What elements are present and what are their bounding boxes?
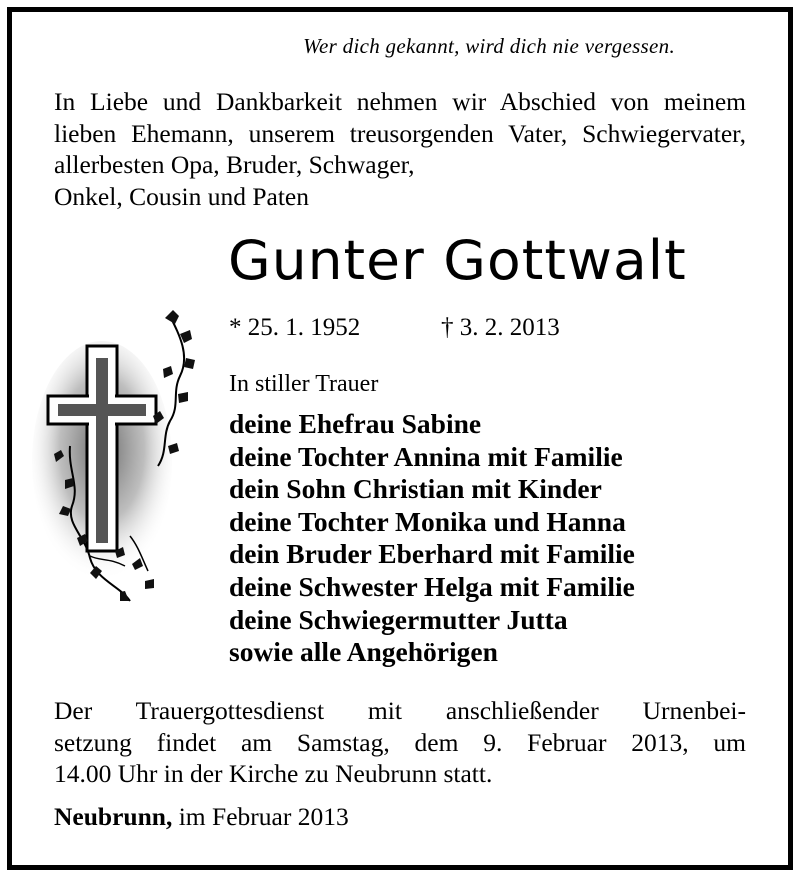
mourning-heading: In stiller Trauer <box>229 371 379 397</box>
service-line-1: Der Trauergottesdienst mit anschließender Urnenbei- <box>54 696 746 725</box>
mourner-item: sowie alle Angehörigen <box>229 636 498 668</box>
mourner-item: deine Ehefrau Sabine <box>229 408 482 439</box>
place-name: Neubrunn, <box>54 802 173 831</box>
mourner-item: deine Tochter Monika und Hanna <box>229 505 626 537</box>
mourner-item: deine Schwester Helga mit Familie <box>229 570 635 602</box>
service-line-3: 14.00 Uhr in der Kirche zu Neubrunn statt. <box>54 759 493 788</box>
service-line-2: setzung findet am Samstag, dem 9. Februar 2013, um <box>54 727 746 757</box>
mourners-list <box>229 408 635 669</box>
mourner-item: deine Schwiegermutter Jutta <box>229 603 568 635</box>
cross-with-ivy-icon <box>30 296 205 611</box>
intro-line-4: Onkel, Cousin und Paten <box>54 181 309 211</box>
mourner-item: dein Bruder Eberhard mit Familie <box>229 538 635 570</box>
service-info <box>54 695 746 790</box>
intro-line-2: meinem lieben Ehemann, unserem treusorgenden Vater, <box>54 87 747 148</box>
life-dates <box>229 313 560 343</box>
place-date: im Februar 2013 <box>172 802 349 831</box>
deceased-name: Gunter Gottwalt <box>228 229 687 292</box>
mourner-item: deine Tochter Annina mit Familie <box>229 440 623 472</box>
birth-date: * 25. 1. 1952 <box>229 314 361 341</box>
motto-quote: Wer dich gekannt, wird dich nie vergessen. <box>303 34 675 58</box>
mourner-item: dein Sohn Christian mit Kinder <box>229 473 602 505</box>
intro-line-1: In Liebe und Dankbarkeit nehmen wir Abschied von <box>54 87 650 116</box>
intro-line-3: Schwiegervater, allerbesten Opa, Bruder, Schwager, <box>54 118 747 179</box>
place-and-date <box>54 801 349 832</box>
death-date: † 3. 2. 2013 <box>441 314 560 341</box>
intro-text <box>54 86 746 212</box>
